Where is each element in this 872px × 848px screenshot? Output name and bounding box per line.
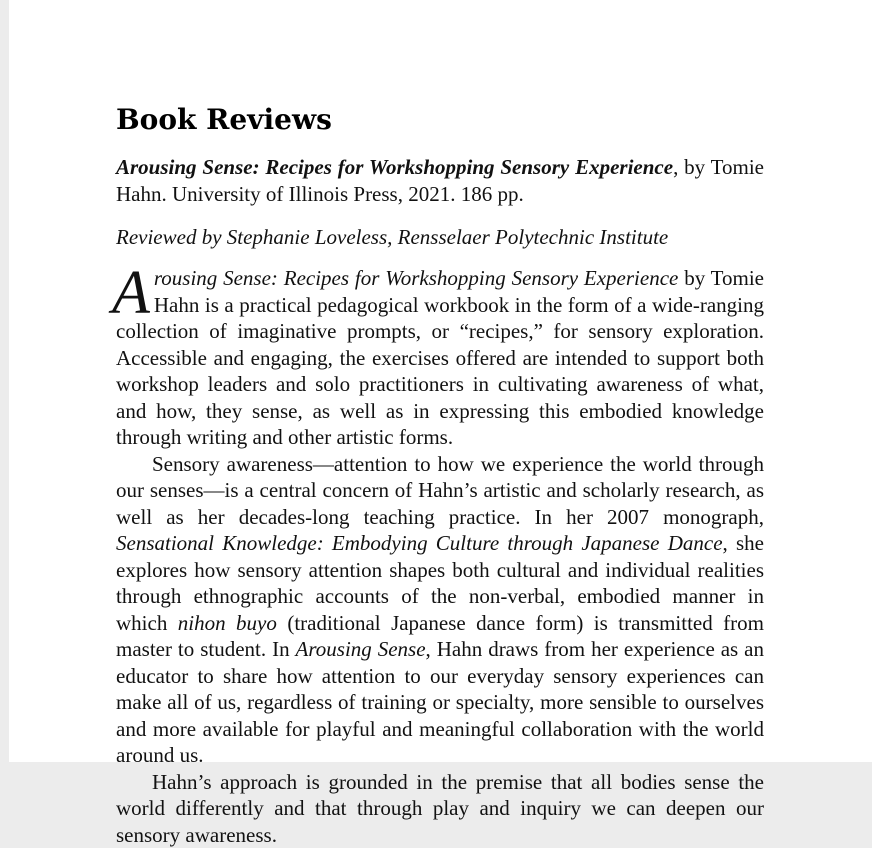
book-reference: Arousing Sense bbox=[296, 637, 426, 661]
document-page bbox=[9, 0, 872, 762]
paragraph-2-part-4: , Hahn draws from her experience as an educator to share how attention to our everyday sensory experiences can make all of us, regardless of training or specialty, more sensible to ourselves and more available for playful and meaningful collaboration with the world around us. bbox=[116, 637, 764, 767]
paragraph-2-part-3: (traditional Japanese dance form) is transmitted from master to student. In bbox=[116, 611, 764, 662]
monograph-title: Sensational Knowledge: Embodying Culture through Japanese Dance bbox=[116, 531, 723, 555]
citation-details: , by Tomie Hahn. University of Illinois Press, 2021. 186 pp. bbox=[116, 155, 764, 206]
paragraph-2 bbox=[116, 451, 764, 769]
paragraph-2-part-2: , she explores how sensory attention shapes both cultural and individual realities through ethnographic accounts of the non-verbal, embodied manner in which bbox=[116, 531, 764, 635]
paragraph-2-part-1: Sensory awareness—attention to how we experience the world through our senses—is a central concern of Hahn’s artistic and scholarly research, as well as her decades-long teaching practice. In her 2007 monograph, bbox=[116, 452, 764, 529]
citation-book-title: Arousing Sense: Recipes for Workshopping Sensory Experience bbox=[116, 155, 673, 179]
section-title: Book Reviews bbox=[116, 100, 764, 140]
drop-cap: A bbox=[112, 269, 150, 317]
paragraph-3: Hahn’s approach is grounded in the premise that all bodies sense the world differently and that through play and inquiry we can deepen our sensory awareness. bbox=[116, 769, 764, 848]
book-citation bbox=[116, 154, 764, 208]
paragraph-1-text: by Tomie Hahn is a practical pedagogical workbook in the form of a wide-ranging collection of imaginative prompts, or “recipes,” for sensory exploration. Accessible and engaging, the exercises offered are intended to support both workshop leaders and solo practitioners in cultivating awareness of what, and how, they sense, as well as in expressing this embodied knowledge through writing and other artistic forms. bbox=[116, 266, 764, 449]
paragraph-1 bbox=[116, 265, 764, 451]
review-body bbox=[116, 265, 764, 848]
dance-term: nihon buyo bbox=[178, 611, 277, 635]
review-content bbox=[116, 100, 764, 848]
paragraph-1-title: rousing Sense: Recipes for Workshopping Sensory Experience bbox=[154, 266, 678, 290]
reviewer-line: Reviewed by Stephanie Loveless, Rensselaer Polytechnic Institute bbox=[116, 224, 764, 251]
